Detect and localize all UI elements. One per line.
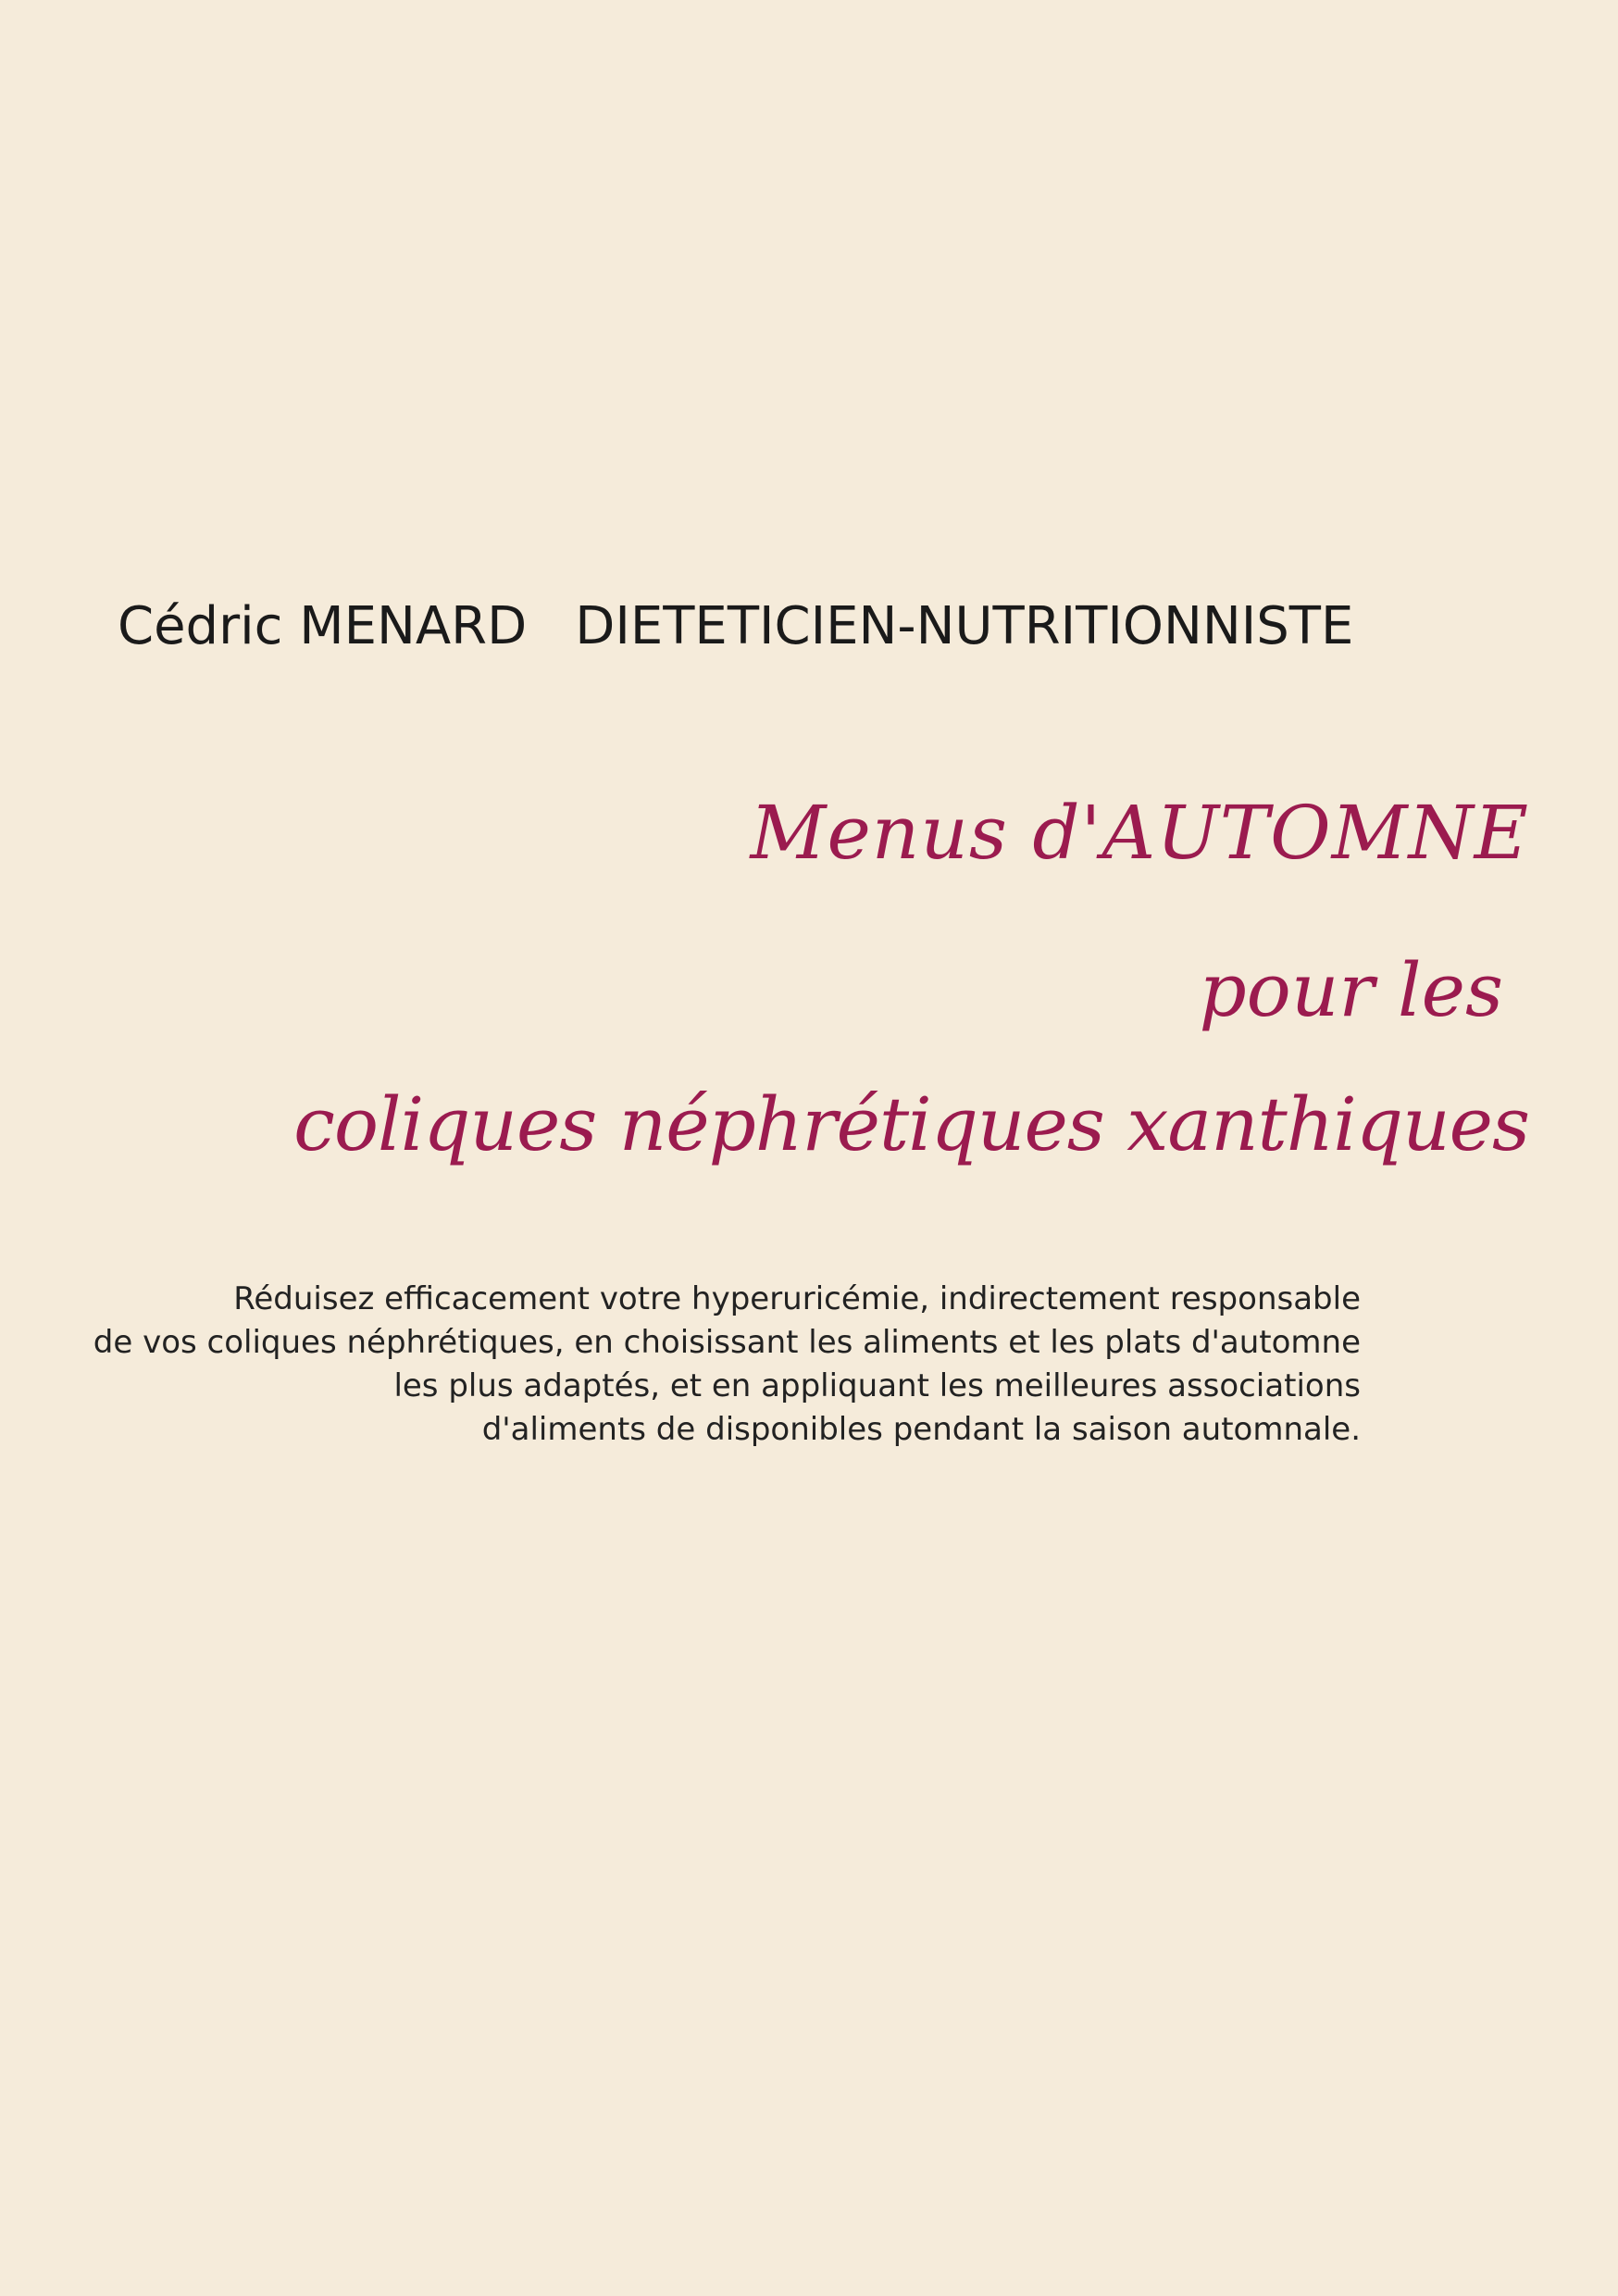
title-line-2: pour les (1199, 947, 1503, 1033)
title-line-1: Menus d'AUTOMNE (750, 790, 1529, 876)
description-block (65, 1278, 1361, 1452)
author-line (118, 595, 1354, 658)
description-line-3: les plus adaptés, et en appliquant les meilleures associations (393, 1367, 1361, 1404)
title-line-3: coliques néphrétiques xanthiques (293, 1081, 1529, 1167)
author-name: Cédric MENARD (118, 596, 528, 656)
description-line-4: d'aliments de disponibles pendant la saison automnale. (481, 1411, 1361, 1448)
description-line-2: de vos coliques néphrétiques, en choisissant les aliments et les plats d'automne (93, 1324, 1361, 1361)
description-line-1: Réduisez efficacement votre hyperuricémie, indirectement responsable (233, 1280, 1361, 1317)
author-profession: DIETETICIEN-NUTRITIONNISTE (575, 596, 1354, 656)
